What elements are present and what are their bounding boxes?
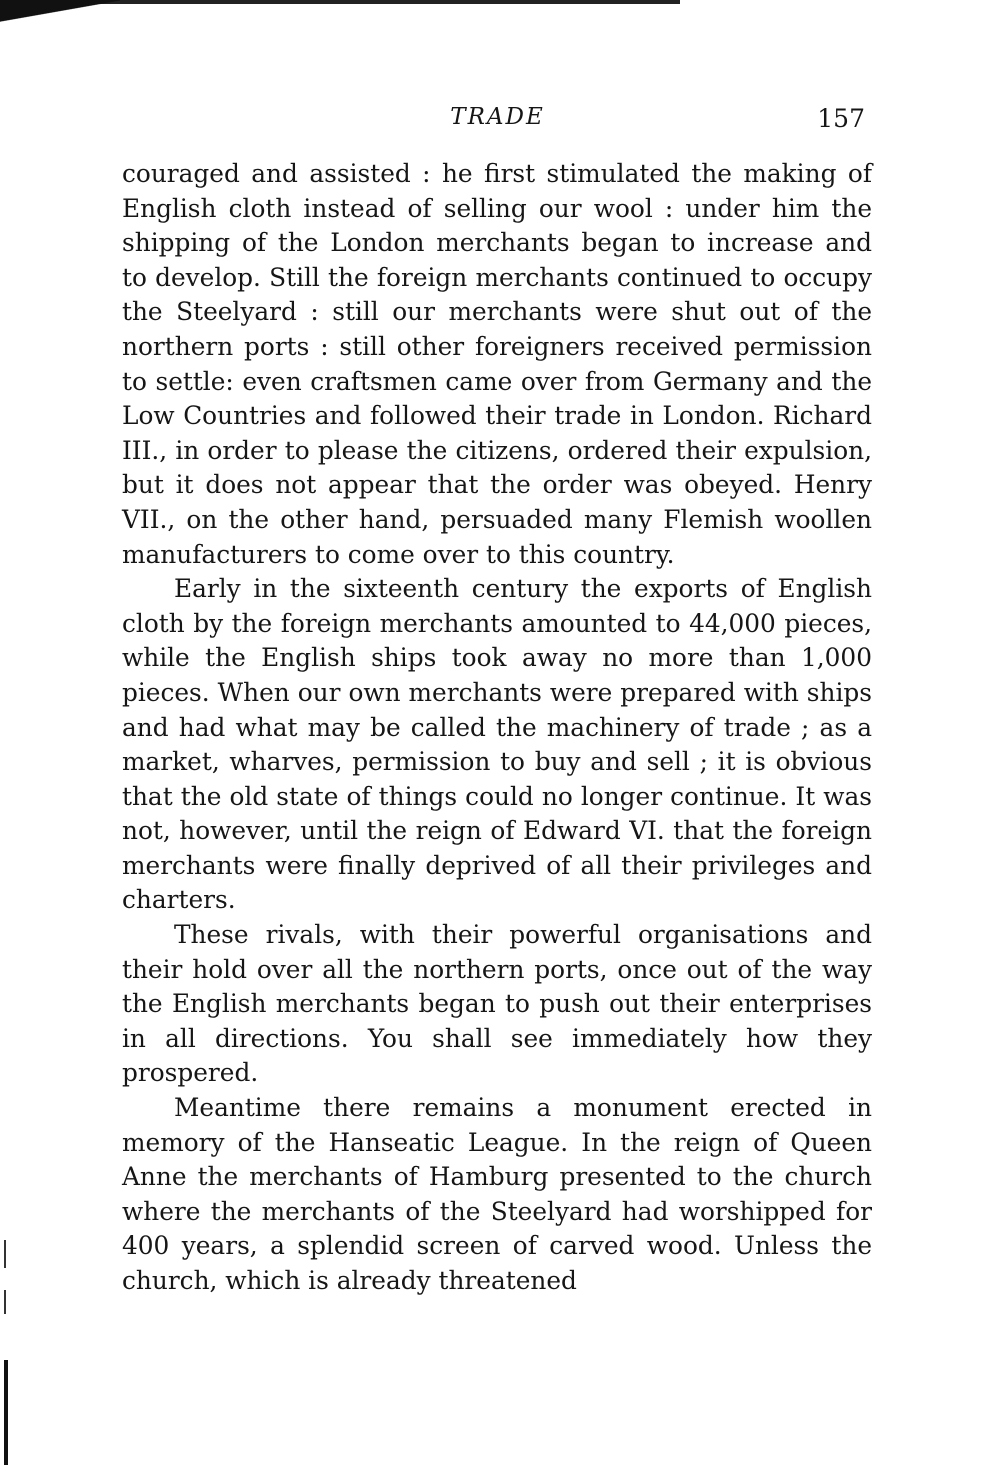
- scan-margin-mark: [4, 1240, 6, 1268]
- scan-edge-left: [4, 1360, 8, 1465]
- running-title: TRADE: [450, 104, 545, 130]
- paragraph: These rivals, with their powerful organisations and their hold over all the northern ports, once out of the way the English merchants began to push out their enterprises in all directions. You shall see immediately how they prospered.: [122, 920, 872, 1088]
- paragraph: couraged and assisted : he first stimulated the making of English cloth instead of selling our wool : under him the shipping of the London merchants began to increase and to develop. Still the foreign merchants continued to occupy the Steelyard : still our merchants were shut out of the northern ports : still other foreigners received permission to settle: even craftsmen came over from Germany and the Low Countries and followed their trade in London. Richard III., in order to please the citizens, ordered their expulsion, but it does not appear that the order was obeyed. Henry VII., on the other hand, persuaded many Flemish woollen manufacturers to come over to this country.: [122, 159, 872, 569]
- scan-margin-mark: [4, 1290, 6, 1314]
- paragraph: Meantime there remains a monument erected in memory of the Hanseatic League. In the reign of Queen Anne the merchants of Hamburg presented to the church where the merchants of the Steelyard had worshipped for 400 years, a splendid screen of carved wood. Unless the church, which is already threatened: [122, 1093, 872, 1295]
- body-text: [122, 157, 872, 1299]
- page-number: 157: [817, 104, 865, 133]
- page-header: [120, 104, 875, 144]
- paragraph: Early in the sixteenth century the exports of English cloth by the foreign merchants amounted to 44,000 pieces, while the English ships took away no more than 1,000 pieces. When our own merchants were prepared with ships and had what may be called the machinery of trade ; as a market, wharves, permission to buy and sell ; it is obvious that the old state of things could no longer continue. It was not, however, until the reign of Edward VI. that the foreign merchants were finally deprived of all their privileges and charters.: [122, 574, 872, 915]
- scan-shadow-corner: [0, 0, 120, 50]
